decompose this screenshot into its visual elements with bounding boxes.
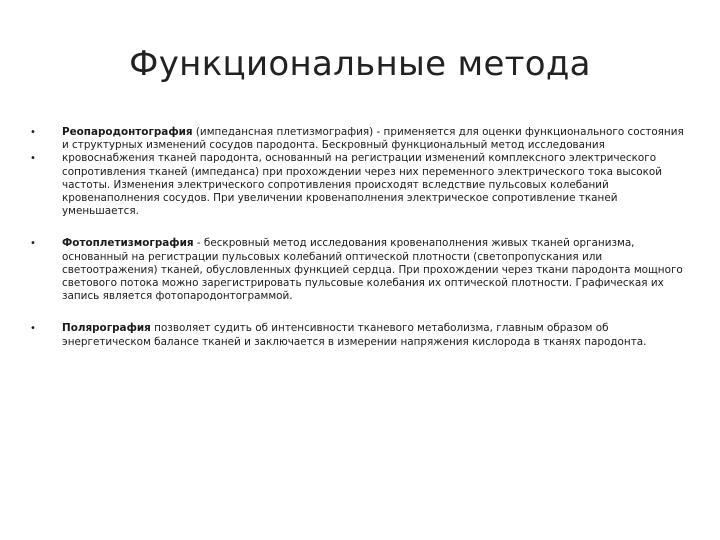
bullet-list (30, 126, 690, 349)
bullet-item-photoplethysmography (30, 237, 690, 303)
bullet-term: Полярография (62, 322, 151, 335)
bullet-dot: • (30, 323, 36, 335)
bullet-dot: • (30, 127, 36, 138)
bullet-item-polarography (30, 322, 690, 348)
bullet-term: Фотоплетизмография (62, 237, 194, 250)
bullet-dot: • (30, 238, 36, 250)
slide-title: Функциональные метода (129, 44, 591, 84)
bullet-text: позволяет судить об интенсивности тканевого метаболизма, главным образом об энергетическом балансе тканей и заключается в измерении напряжения кислорода в тканях пародонта. (62, 322, 647, 348)
bullet-text: - бескровный метод исследования кровенаполнения живых тканей организма, основанный на регистрации пульсовых колебаний оптической плотности (светопропускания или светоотражения) тканей, обусловленных функцией сердца. При прохождении через ткани пародонта мощного светового потока можно зарегистрировать пульсовые колебания их оптической плотности. Графическая их запись является фотопародонтограммой. (62, 237, 683, 303)
bullet-item-reoparodontography (30, 126, 690, 218)
bullet-text: (импедансная плетизмография) - применяется для оценки функционального состояния и структурных изменений сосудов пародонта. Бескровный функциональный метод исследования кровоснабжения тканей пародонта, основанный на регистрации изменений комплексного электрического сопротивления тканей (импеданса) при прохождении через них переменного электрического тока высокой частоты. Изменения электрического сопротивления происходят вследствие пульсовых колебаний кровенаполнения сосудов. При увеличении кровенаполнения электрическое сопротивление тканей уменьшается. (62, 126, 684, 218)
bullet-term: Реопародонтография (62, 126, 193, 138)
bullet-dot: • (30, 153, 36, 165)
